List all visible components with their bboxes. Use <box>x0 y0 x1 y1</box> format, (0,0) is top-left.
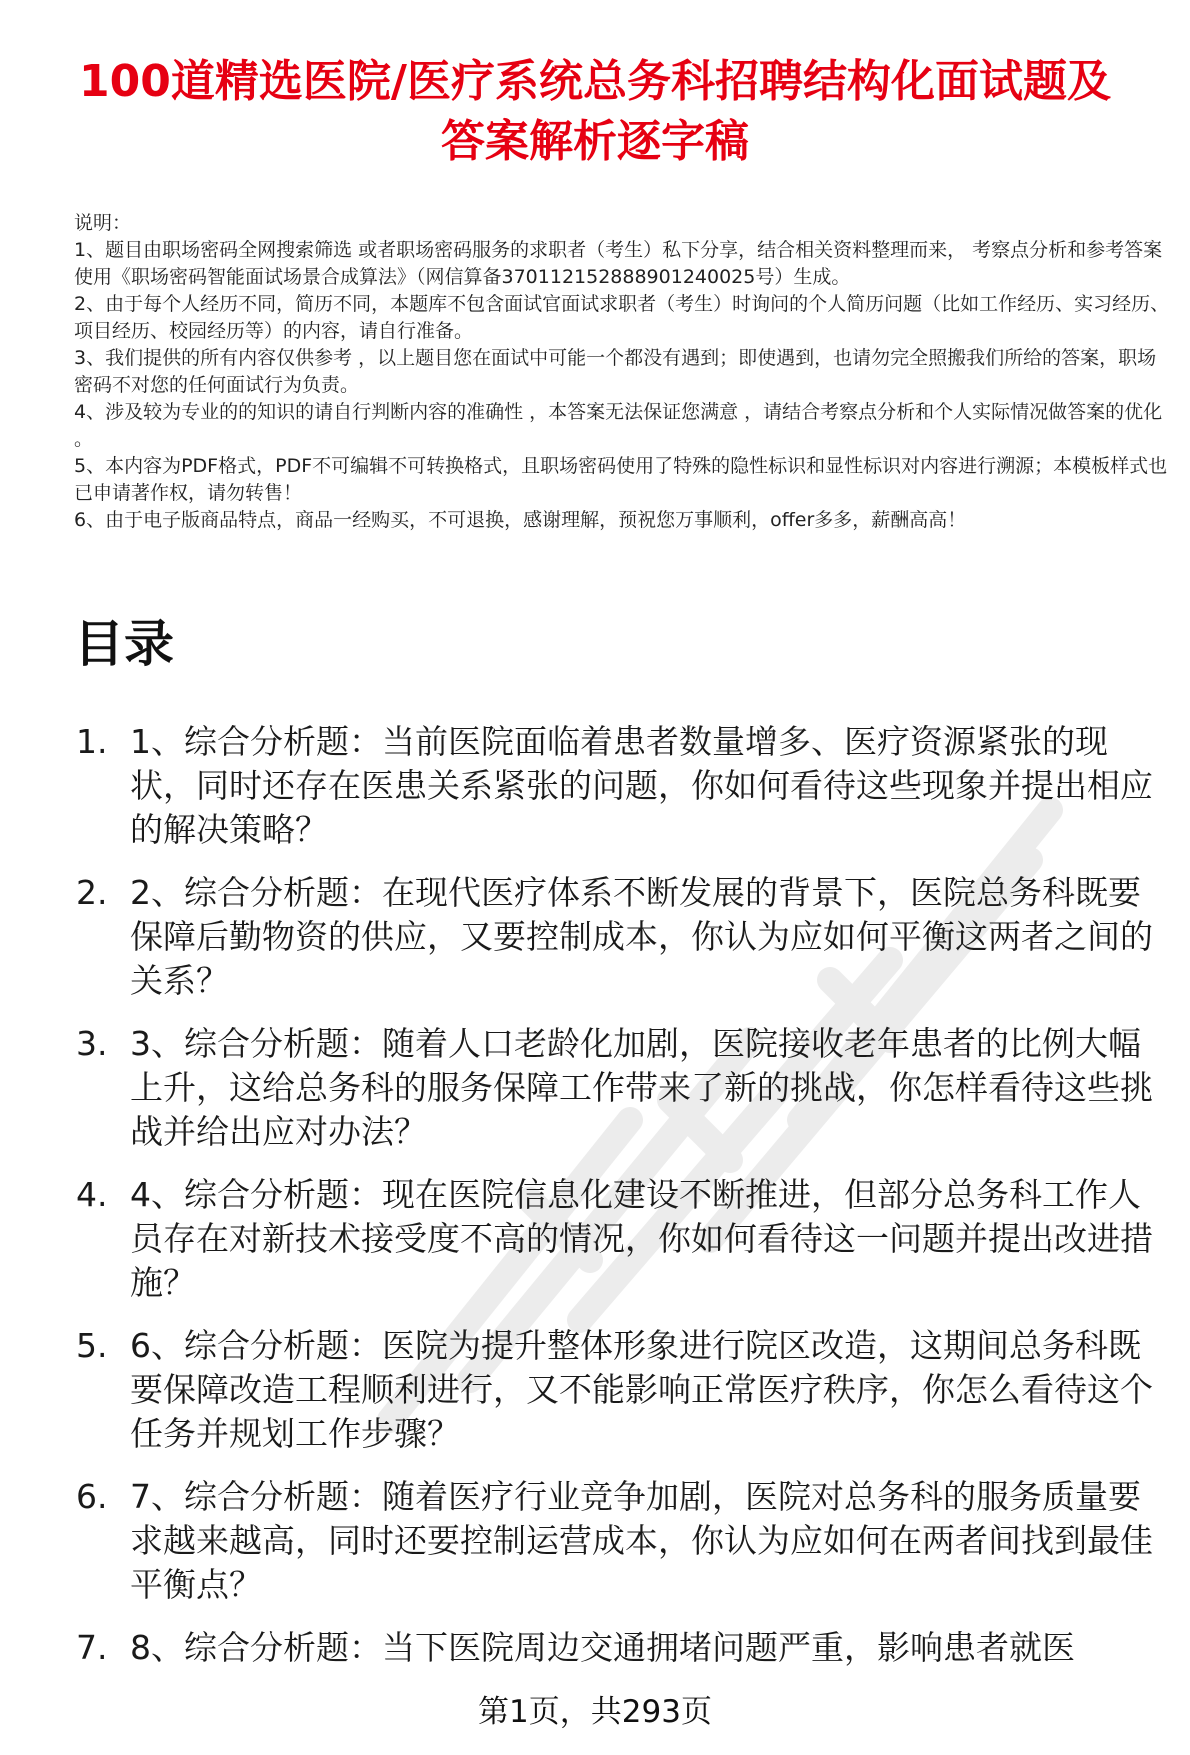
toc-item-text: 2、综合分析题：在现代医疗体系不断发展的背景下，医院总务科既要保障后勤物资的供应，又要控制成本，你认为应如何平衡这两者之间的关系？ <box>130 873 1153 1000</box>
note-item: 3、我们提供的所有内容仅供参考 ，以上题目您在面试中可能一个都没有遇到；即使遇到，也请勿完全照搬我们所给的答案，职场密码不对您的任何面试行为负责。 <box>74 347 1157 396</box>
notes-section <box>74 210 1174 534</box>
toc-item[interactable] <box>76 1324 1172 1456</box>
toc-item[interactable] <box>76 1626 1172 1670</box>
toc-item-text: 7、综合分析题：随着医疗行业竞争加剧，医院对总务科的服务质量要求越来越高，同时还要控制运营成本，你认为应如何在两者间找到最佳平衡点？ <box>130 1477 1153 1604</box>
toc-item[interactable] <box>76 1475 1172 1607</box>
toc-item-number: 2. <box>76 873 108 912</box>
toc-item-text: 1、综合分析题：当前医院面临着患者数量增多、医疗资源紧张的现状，同时还存在医患关系紧张的问题，你如何看待这些现象并提出相应的解决策略？ <box>130 722 1153 849</box>
notes-heading: 说明： <box>74 212 132 234</box>
toc-item-text: 8、综合分析题：当下医院周边交通拥堵问题严重，影响患者就医 <box>130 1628 1075 1667</box>
toc-item-number: 6. <box>76 1477 108 1516</box>
toc-item-text: 4、综合分析题：现在医院信息化建设不断推进，但部分总务科工作人员存在对新技术接受度不高的情况，你如何看待这一问题并提出改进措施？ <box>130 1175 1153 1302</box>
toc-item-number: 5. <box>76 1326 108 1365</box>
toc-item[interactable] <box>76 1173 1172 1305</box>
toc-item-text: 6、综合分析题：医院为提升整体形象进行院区改造，这期间总务科既要保障改造工程顺利进行，又不能影响正常医疗秩序，你怎么看待这个任务并规划工作步骤？ <box>130 1326 1153 1453</box>
toc-item[interactable] <box>76 720 1172 852</box>
toc-item-number: 3. <box>76 1024 108 1063</box>
toc-item[interactable] <box>76 1022 1172 1154</box>
toc-item-number: 7. <box>76 1628 108 1667</box>
note-item: 1、题目由职场密码全网搜索筛选 或者职场密码服务的求职者（考生）私下分享，结合相关资料整理而来， 考察点分析和参考答案使用《职场密码智能面试场景合成算法》（网信算备370112152888901240025号）生成。 <box>74 239 1163 288</box>
toc-item-number: 1. <box>76 722 108 761</box>
note-item: 4、涉及较为专业的的知识的请自行判断内容的准确性 ，本答案无法保证您满意 ，请结合考察点分析和个人实际情况做答案的优化 。 <box>74 401 1163 450</box>
toc-item-number: 4. <box>76 1175 108 1214</box>
note-item: 5、本内容为PDF格式，PDF不可编辑不可转换格式，且职场密码使用了特殊的隐性标识和显性标识对内容进行溯源；本模板样式也已申请著作权，请勿转售！ <box>74 455 1168 504</box>
toc-item-text: 3、综合分析题：随着人口老龄化加剧，医院接收老年患者的比例大幅上升，这给总务科的服务保障工作带来了新的挑战，你怎样看待这些挑战并给出应对办法？ <box>130 1024 1153 1151</box>
document-title: 100道精选医院/医疗系统总务科招聘结构化面试题及答案解析逐字稿 <box>79 56 1111 167</box>
toc-heading: 目录 <box>74 615 174 673</box>
toc-item[interactable] <box>76 871 1172 1003</box>
note-item: 6、由于电子版商品特点，商品一经购买，不可退换，感谢理解，预祝您万事顺利，offer多多，薪酬高高！ <box>74 509 967 531</box>
note-item: 2、由于每个人经历不同，简历不同，本题库不包含面试官面试求职者（考生）时询问的个人简历问题（比如工作经历、实习经历、项目经历、校园经历等）的内容，请自行准备。 <box>74 293 1170 342</box>
page-footer: 第1页，共293页 <box>478 1694 712 1730</box>
table-of-contents <box>76 720 1172 1689</box>
